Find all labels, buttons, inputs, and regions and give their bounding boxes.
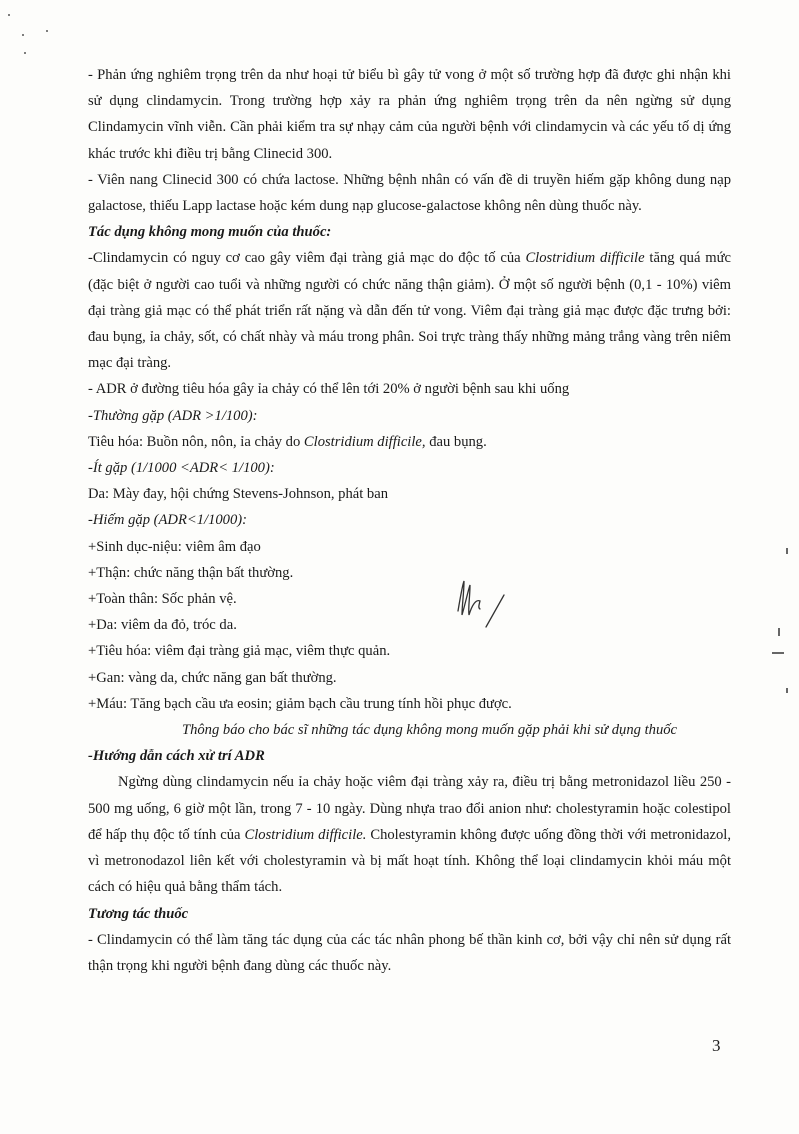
section-heading: Tương tác thuốc <box>88 905 189 922</box>
text-segment: tăng quá mức (đặc biệt ở người cao tuổi và những người có chức năng thận giảm). Ở một số người bệnh (0,1 - 10%) viêm đại tràng giả mạc có thể phát triển rất nặng và dẫn đến tử vong. Viêm đại tràng giả mạc được đặc trưng bởi: đau bụng, ỉa chảy, sốt, có chất nhày và máu trong phân. Soi trực tràng thấy những mảng trắng vàng trên niêm mạc đại tràng. <box>88 250 732 372</box>
paragraph <box>88 769 731 900</box>
text-line: +Sinh dục-niệu: viêm âm đạo <box>88 538 261 555</box>
text-line: +Da: viêm da đỏ, tróc da. <box>88 617 237 634</box>
text-line: +Gan: vàng da, chức năng gan bất thường. <box>88 669 337 686</box>
handwritten-signature <box>452 575 516 631</box>
text-line: +Tiêu hóa: viêm đại tràng giả mạc, viêm thực quản. <box>88 643 391 660</box>
text-line: +Thận: chức năng thận bất thường. <box>88 564 294 581</box>
scan-margin-mark <box>786 688 788 693</box>
italic-term: Clostridium difficile. <box>244 826 367 843</box>
frequency-subheading: -Ít gặp (1/1000 <ADR< 1/100): <box>88 460 275 477</box>
text-segment: đau bụng. <box>425 433 487 450</box>
notice-line: Thông báo cho bác sĩ những tác dụng không mong muốn gặp phải khi sử dụng thuốc <box>181 722 678 739</box>
scan-speck <box>8 14 10 16</box>
scan-speck <box>46 30 48 32</box>
scan-speck <box>24 52 26 54</box>
scan-margin-mark <box>778 628 780 636</box>
text-segment: Tiêu hóa: Buồn nôn, nôn, ỉa chảy do <box>88 433 304 450</box>
text-line: Da: Mày đay, hội chứng Stevens-Johnson, phát ban <box>88 486 389 503</box>
page-number: 3 <box>712 1036 721 1055</box>
frequency-subheading: -Hiếm gặp (ADR<1/1000): <box>88 512 247 529</box>
section-heading: Tác dụng không mong muốn của thuốc: <box>88 224 332 241</box>
section-heading: -Hướng dẫn cách xử trí ADR <box>88 748 265 765</box>
frequency-subheading: -Thường gặp (ADR >1/100): <box>88 407 258 424</box>
italic-term: Clostridium difficile <box>525 250 645 267</box>
paragraph: - Viên nang Clinecid 300 có chứa lactose. Những bệnh nhân có vấn đề di truyền hiếm gặp không dung nạp galactose, thiếu Lapp lactase hoặc kém dung nạp glucose-galactose không nên dùng thuốc này. <box>88 171 731 215</box>
text-segment: Cholestyramin không được uống đồng thời với metronidazol, vì metronodazol liên kết với cholestyramin và bị mất hoạt tính. Không thể loại clindamycin khỏi máu một cách có hiệu quả bằng thẩm tách. <box>88 826 731 896</box>
paragraph <box>88 245 731 376</box>
text-segment: Ngừng dùng clindamycin nếu ỉa chảy hoặc viêm đại tràng xảy ra, điều trị bằng metronidazol liều 250 - 500 mg uống, 6 giờ một lần, trong 7 - 10 ngày. Dùng nhựa trao đổi anion như: cholestyramin hoặc colestipol để hấp thụ độc tố tính của <box>88 774 731 843</box>
text-line: +Máu: Tăng bạch cầu ưa eosin; giảm bạch cầu trung tính hồi phục được. <box>88 695 512 712</box>
text-line <box>88 429 731 455</box>
text-line: +Toàn thân: Sốc phản vệ. <box>88 591 237 608</box>
text-line: - ADR ở đường tiêu hóa gây ỉa chảy có thể lên tới 20% ở người bệnh sau khi uống <box>88 381 570 398</box>
italic-term: Clostridium difficile, <box>303 433 426 450</box>
paragraph: - Clindamycin có thể làm tăng tác dụng của các tác nhân phong bế thần kinh cơ, bởi vậy chỉ nên sử dụng rất thận trọng khi người bệnh đang dùng các thuốc này. <box>88 931 731 974</box>
text-segment: -Clindamycin có nguy cơ cao gây viêm đại tràng giả mạc do độc tố của <box>88 250 526 267</box>
scan-margin-mark <box>786 548 788 554</box>
document-body <box>88 62 731 979</box>
scan-speck <box>22 34 24 36</box>
scan-margin-mark <box>772 652 784 654</box>
paragraph: - Phản ứng nghiêm trọng trên da như hoại tử biểu bì gây tử vong ở một số trường hợp đã được ghi nhận khi sử dụng clindamycin. Trong trường hợp xảy ra phản ứng nghiêm trọng trên da nên ngừng sử dụng Clindamycin vĩnh viễn. Cần phải kiểm tra sự nhạy cảm của người bệnh với clindamycin và các yếu tố dị ứng khác trước khi điều trị bằng Clinecid 300. <box>88 67 731 162</box>
